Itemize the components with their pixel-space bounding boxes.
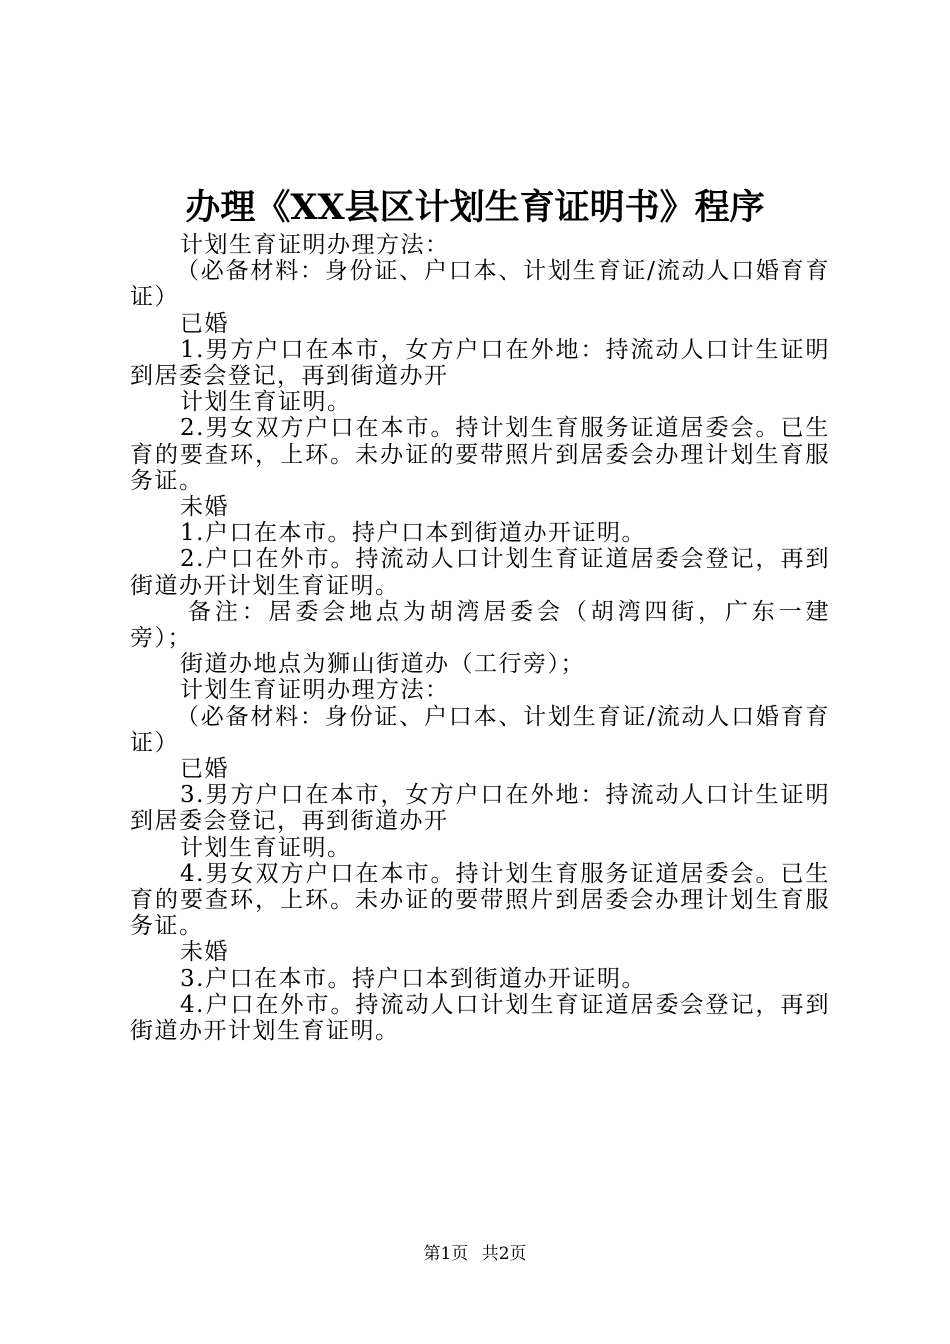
paragraph: 已婚 (180, 756, 229, 783)
paragraph: 1.男方户口在本市，女方户口在外地：持流动人口计生证明到居委会登记，再到街道办开 (130, 336, 830, 390)
paragraph: 3.男方户口在本市，女方户口在外地：持流动人口计生证明到居委会登记，再到街道办开 (130, 782, 830, 835)
paragraph: 未婚 (180, 939, 229, 966)
paragraph: 1.户口在本市。持户口本到街道办开证明。 (180, 520, 646, 547)
paragraph: 备注：居委会地点为胡湾居委会（胡湾四街，广东一建旁）； (130, 598, 830, 652)
paragraph: 计划生育证明。 (180, 389, 352, 416)
paragraph: 已婚 (180, 310, 229, 337)
paragraph: 3.户口在本市。持户口本到街道办开证明。 (180, 965, 646, 992)
page-number: 第1页 (423, 1244, 469, 1264)
paragraph: 2.男女双方户口在本市。持计划生育服务证道居委会。已生育的要查环，上环。未办证的要带照片到居委会办理计划生育服务证。 (130, 415, 830, 494)
paragraph: 计划生育证明办理方法： (180, 677, 450, 704)
paragraph: （必备材料：身份证、户口本、计划生育证/流动人口婚育育证） (130, 258, 830, 311)
paragraph: 4.户口在外市。持流动人口计划生育证道居委会登记，再到街道办开计划生育证明。 (130, 991, 830, 1045)
paragraph: 计划生育证明。 (180, 834, 352, 861)
paragraph: （必备材料：身份证、户口本、计划生育证/流动人口婚育育证） (130, 703, 830, 756)
paragraph: 未婚 (180, 494, 229, 521)
paragraph: 街道办地点为狮山街道办（工行旁）； (180, 651, 585, 678)
page-total: 共2页 (481, 1244, 527, 1264)
paragraph: 4.男女双方户口在本市。持计划生育服务证道居委会。已生育的要查环，上环。未办证的要带照片到居委会办理计划生育服务证。 (130, 860, 830, 940)
document-title: 办理《XX县区计划生育证明书》程序 (185, 187, 765, 228)
document-body (130, 232, 830, 1044)
paragraph: 计划生育证明办理方法： (180, 232, 450, 258)
paragraph: 2.户口在外市。持流动人口计划生育证道居委会登记，再到街道办开计划生育证明。 (130, 546, 830, 599)
page-footer (0, 1242, 950, 1266)
